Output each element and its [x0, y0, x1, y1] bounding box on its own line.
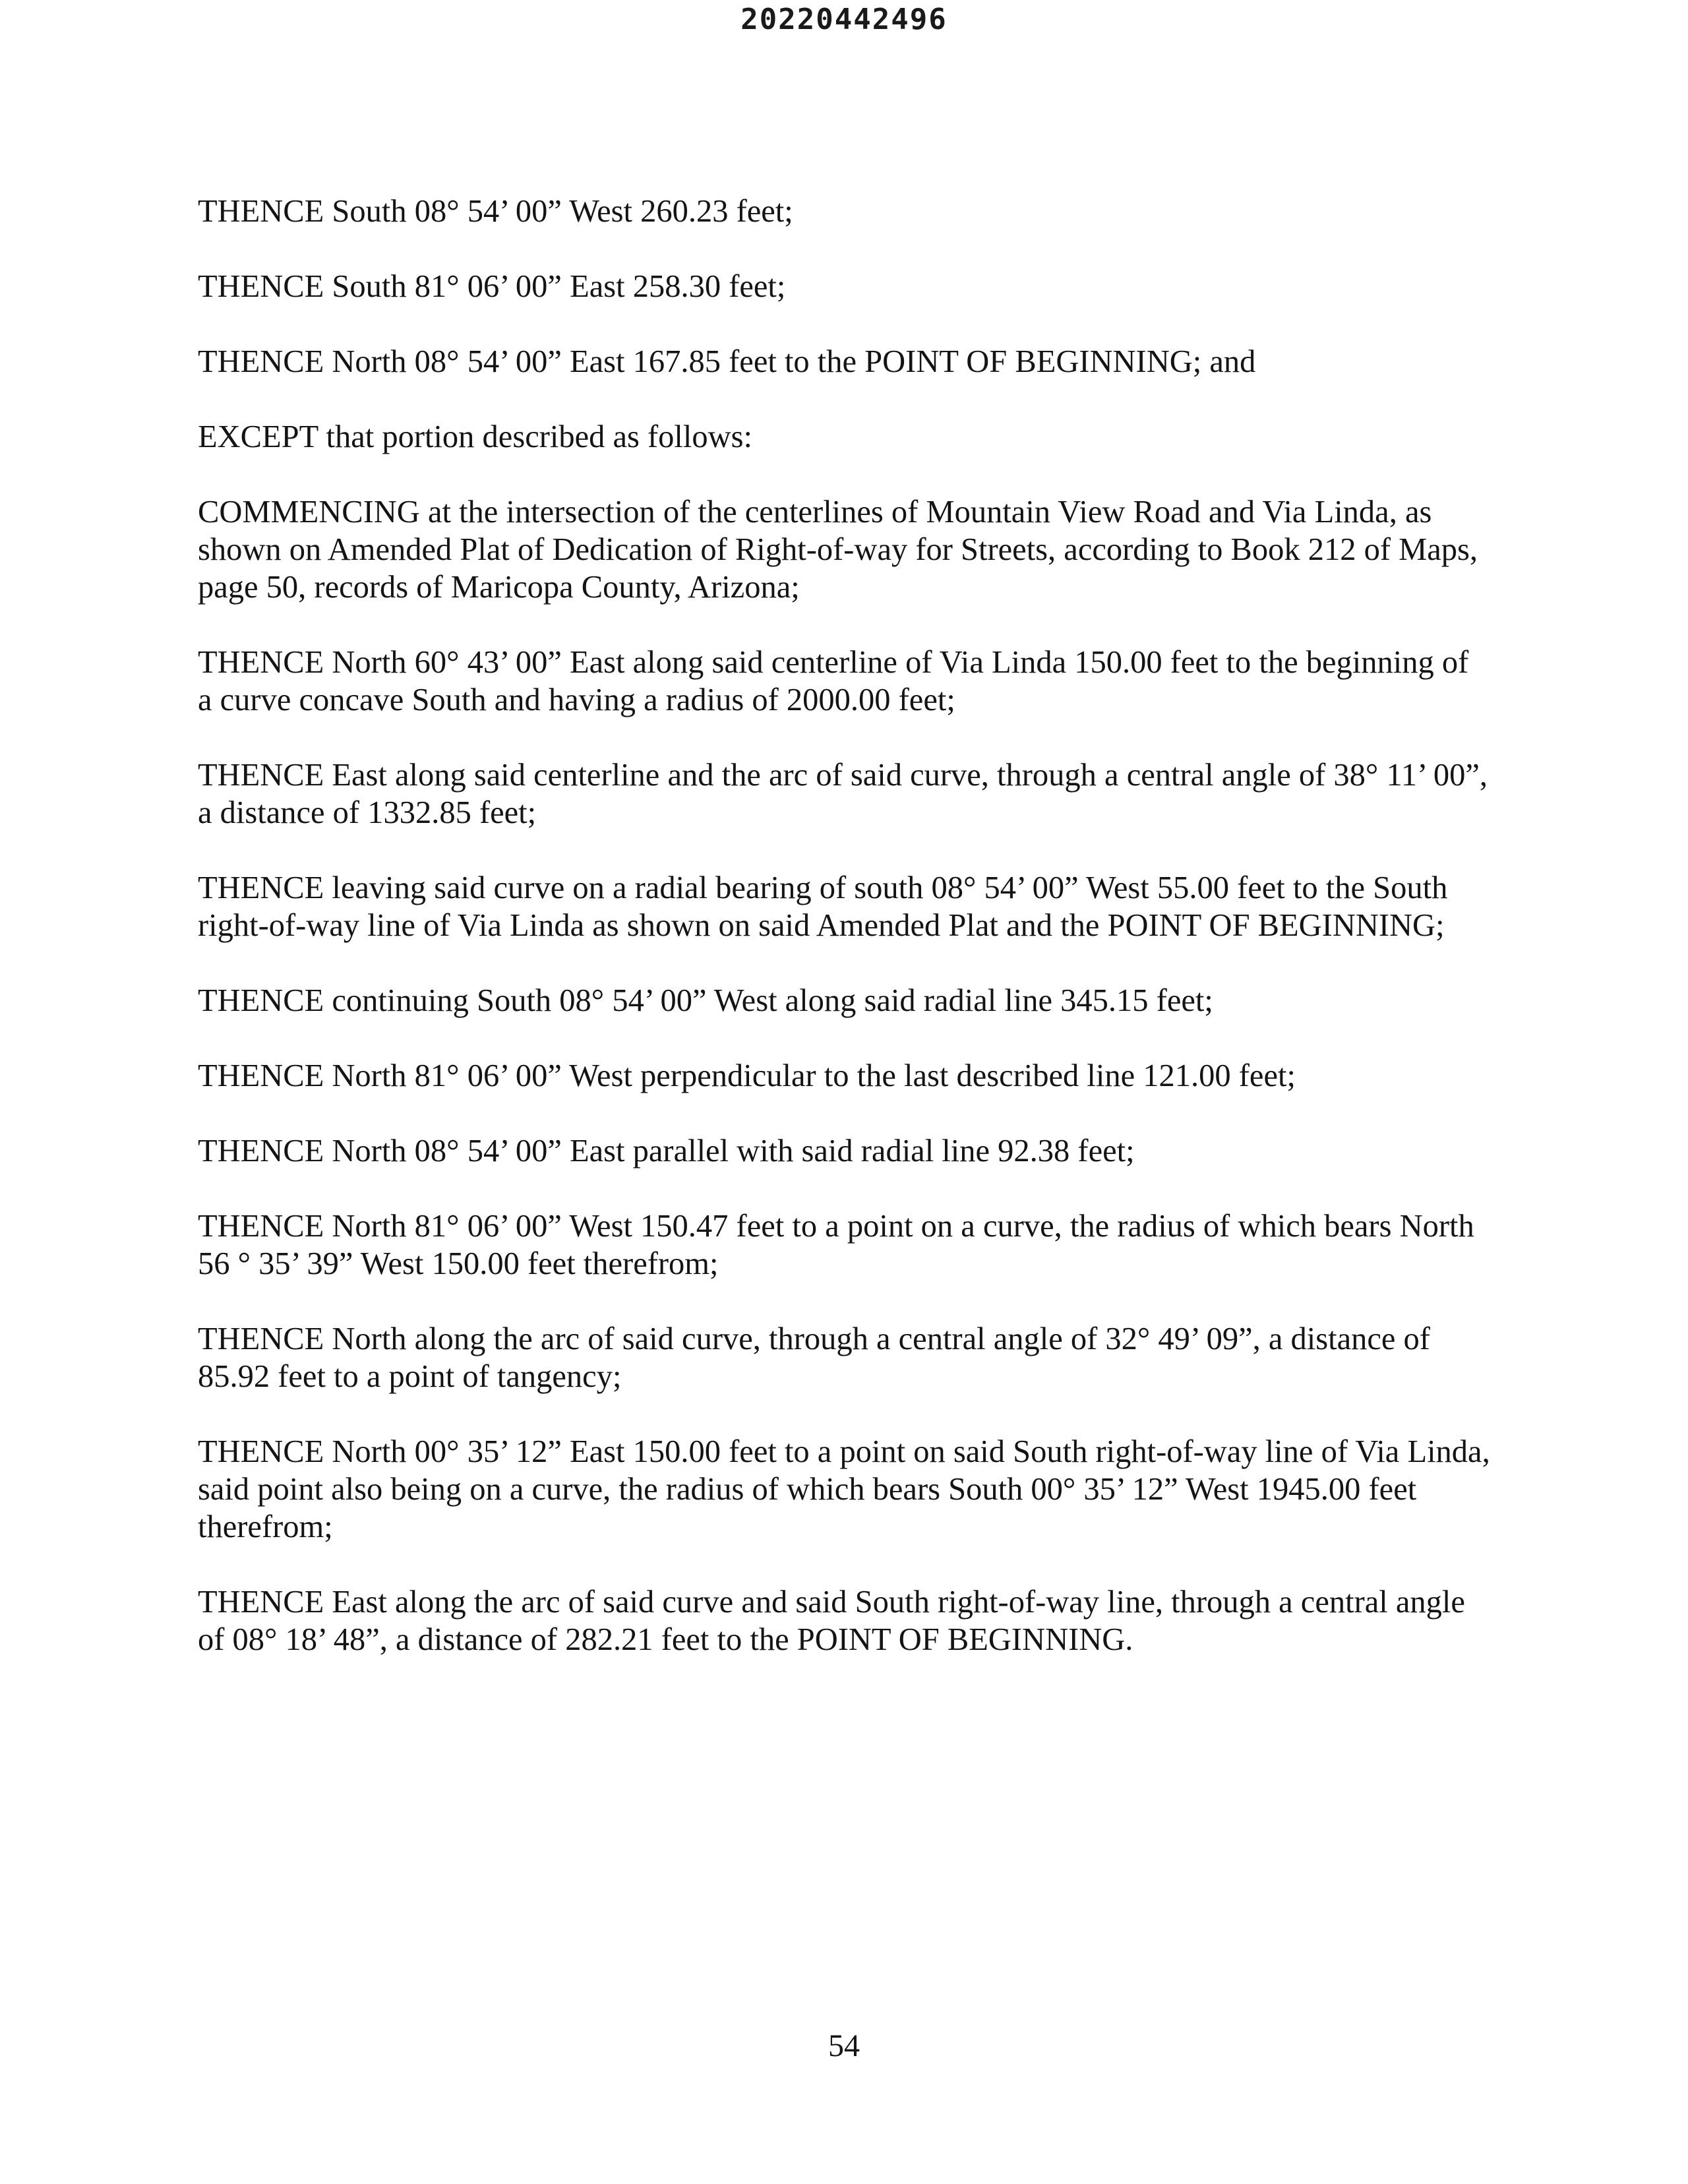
paragraph-8: THENCE leaving said curve on a radial bearing of south 08° 54’ 00” West 55.00 feet to the South right-of-way line of Via Linda as shown on said Amended Plat and the POINT OF BEGINNING;: [198, 870, 1448, 943]
paragraph-5: COMMENCING at the intersection of the centerlines of Mountain View Road and Via Linda, as shown on Amended Plat of Dedication of Right-of-way for Streets, according to Book 212 of Maps, page 50, records of Maricopa County, Arizona;: [198, 495, 1478, 605]
paragraph-9: THENCE continuing South 08° 54’ 00” West along said radial line 345.15 feet;: [198, 983, 1213, 1018]
paragraph-11: THENCE North 08° 54’ 00” East parallel with said radial line 92.38 feet;: [198, 1134, 1135, 1168]
paragraph-4: EXCEPT that portion described as follows:: [198, 419, 753, 454]
paragraph-2: THENCE South 81° 06’ 00” East 258.30 feet;: [198, 269, 786, 304]
paragraph-1: THENCE South 08° 54’ 00” West 260.23 feet;: [198, 194, 793, 229]
paragraph-13: THENCE North along the arc of said curve, through a central angle of 32° 49’ 09”, a distance of 85.92 feet to a point of tangency;: [198, 1321, 1430, 1394]
paragraph-6: THENCE North 60° 43’ 00” East along said centerline of Via Linda 150.00 feet to the beginning of a curve concave South and having a radius of 2000.00 feet;: [198, 645, 1469, 717]
paragraph-15: THENCE East along the arc of said curve and said South right-of-way line, through a central angle of 08° 18’ 48”, a distance of 282.21 feet to the POINT OF BEGINNING.: [198, 1585, 1465, 1657]
recording-number: 20220442496: [740, 3, 948, 36]
paragraph-12: THENCE North 81° 06’ 00” West 150.47 feet to a point on a curve, the radius of which bears North 56 ° 35’ 39” West 150.00 feet therefrom;: [198, 1209, 1474, 1281]
paragraph-3: THENCE North 08° 54’ 00” East 167.85 feet to the POINT OF BEGINNING; and: [198, 344, 1256, 379]
legal-description: [198, 193, 1490, 1696]
paragraph-7: THENCE East along said centerline and the arc of said curve, through a central angle of 38° 11’ 00”, a distance of 1332.85 feet;: [198, 758, 1488, 830]
page-number: 54: [828, 2028, 860, 2063]
paragraph-14: THENCE North 00° 35’ 12” East 150.00 feet to a point on said South right-of-way line of Via Linda, said point also being on a curve, the radius of which bears South 00° 35’ 12” West 1945.00 feet therefrom;: [198, 1434, 1490, 1544]
paragraph-10: THENCE North 81° 06’ 00” West perpendicular to the last described line 121.00 feet;: [198, 1058, 1296, 1093]
